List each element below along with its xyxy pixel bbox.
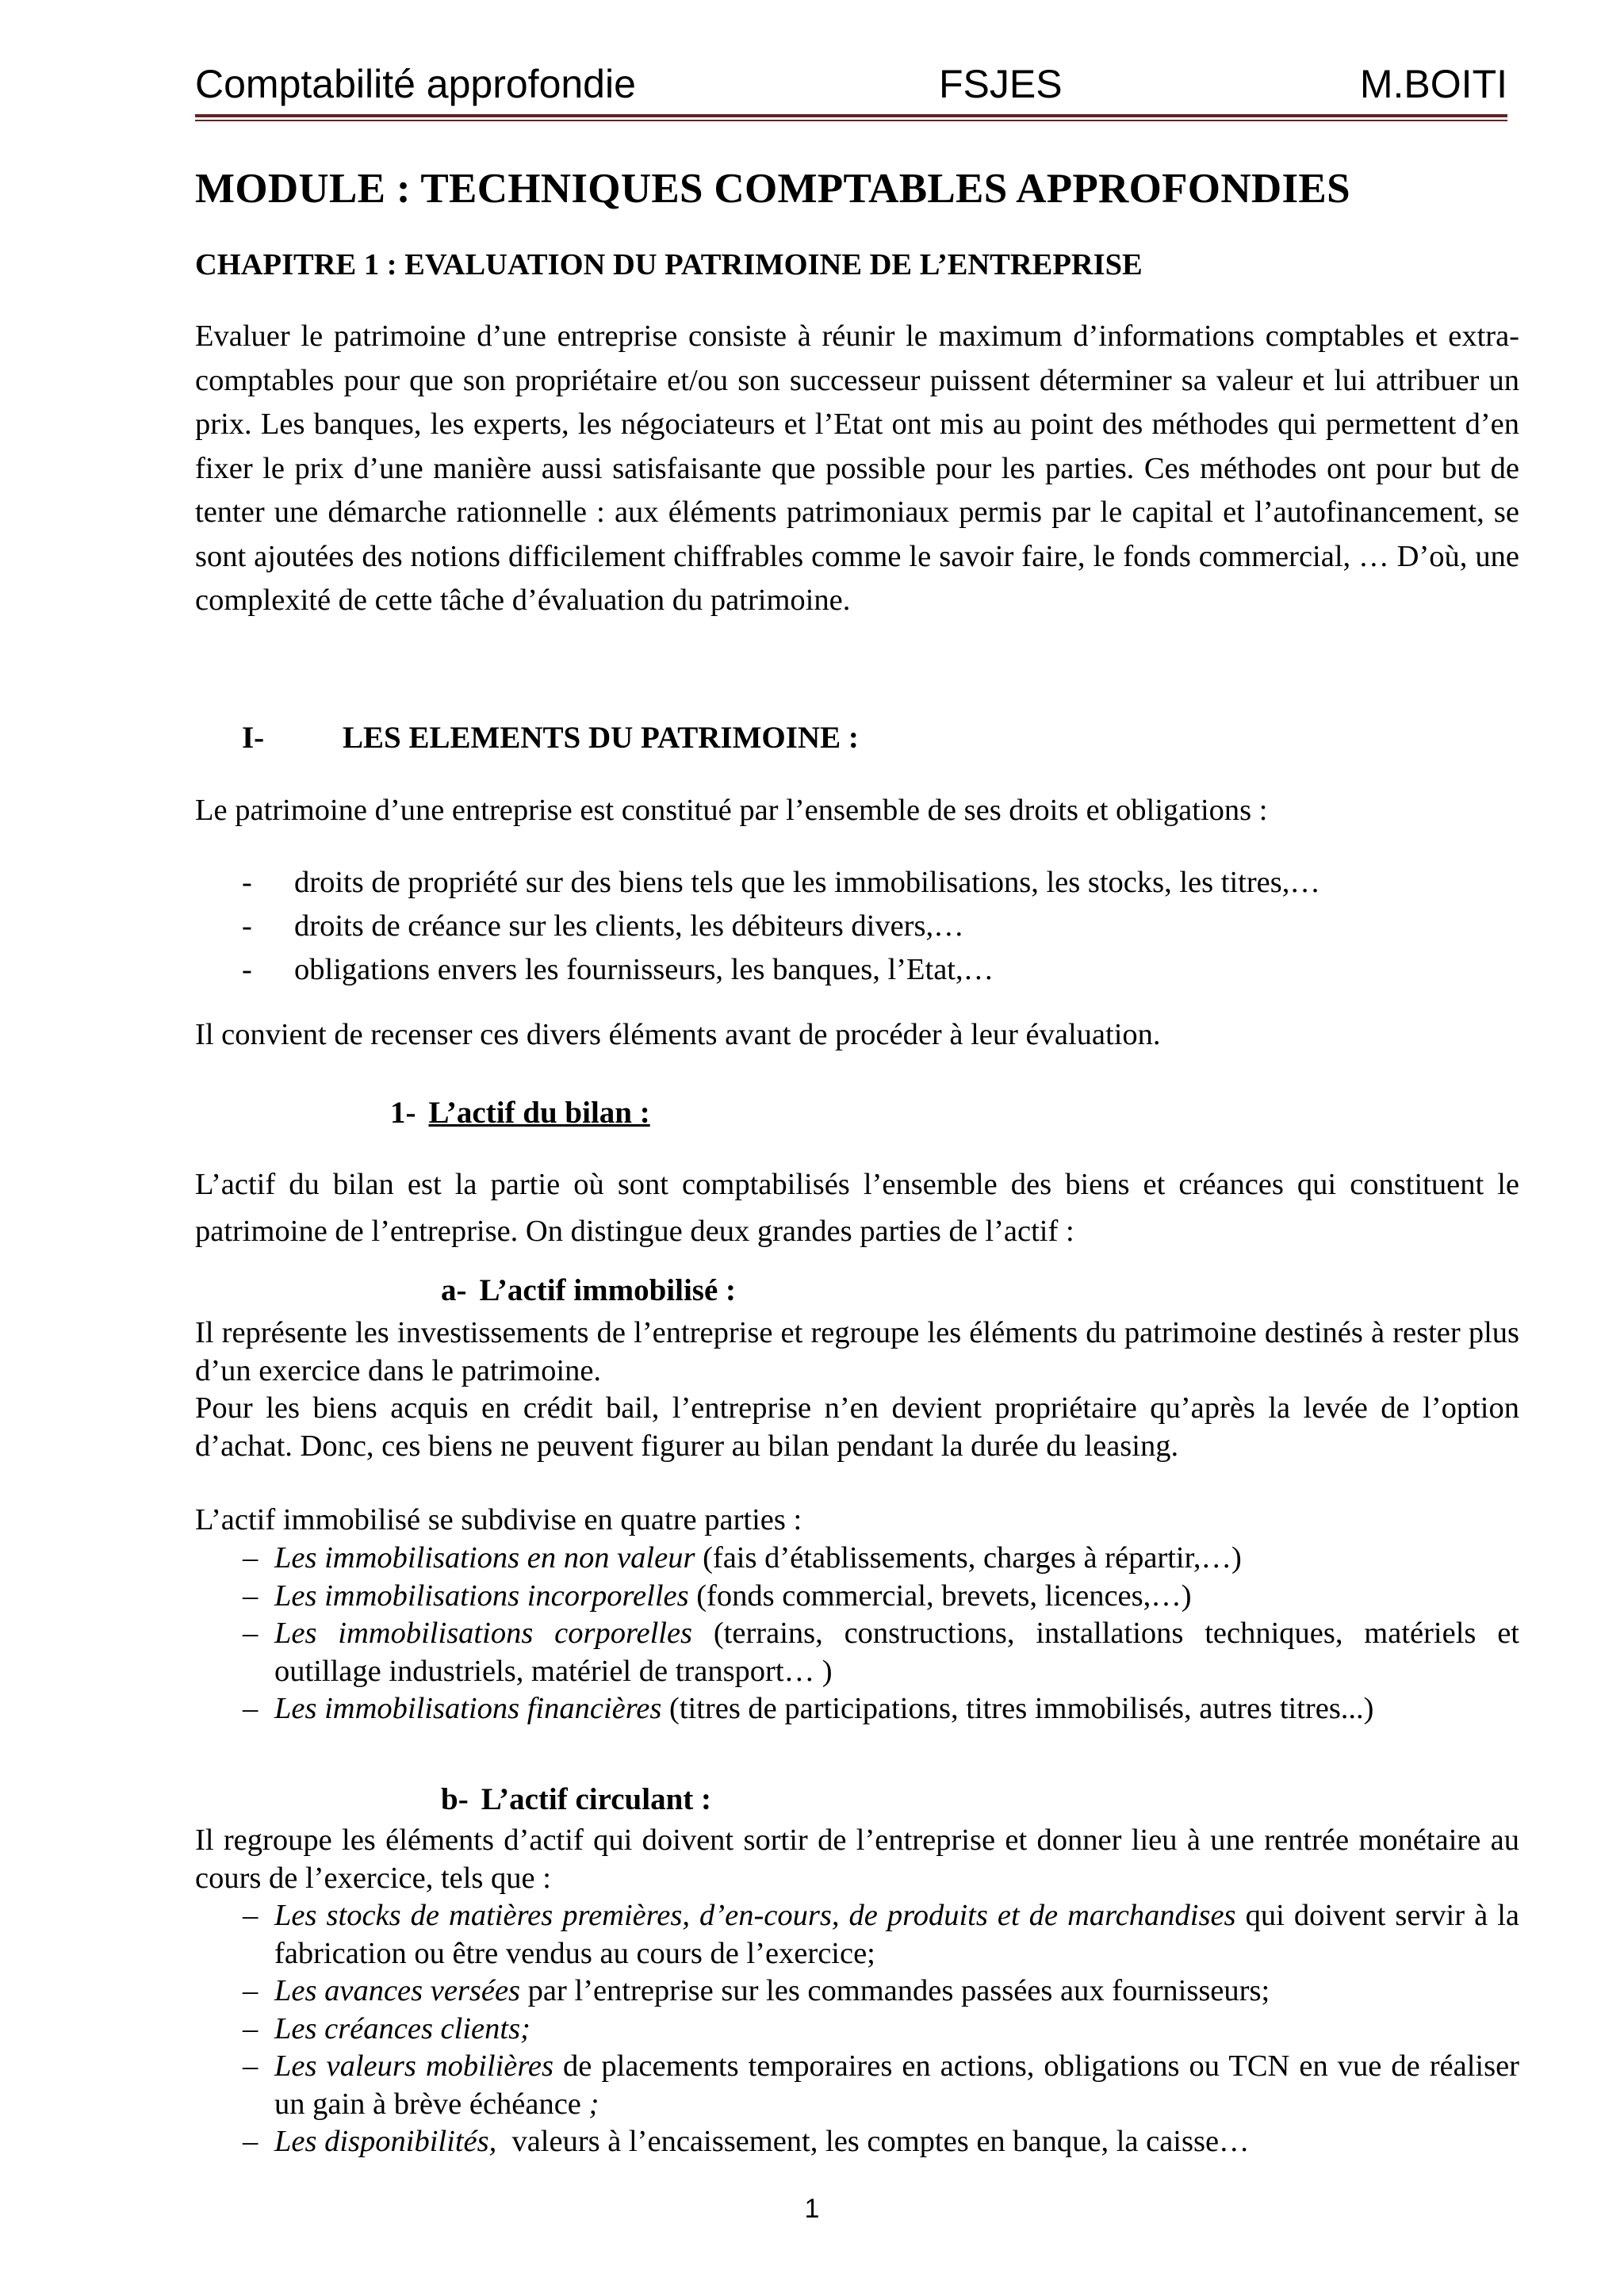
list-item: - droits de créance sur les clients, les débiteurs divers,…	[242, 909, 964, 943]
header-course-title: Comptabilité approfondie	[195, 62, 636, 106]
list-item: - droits de propriété sur des biens tels que les immobilisations, les stocks, les titres,…	[242, 866, 1320, 899]
list-item: – Les immobilisations en non valeur (fais d’établissements, charges à répartir,…)	[243, 1541, 1242, 1575]
actif-circulant-intro: Il regroupe les éléments d’actif qui doivent sortir de l’entreprise et donner lieu à une rentrée monétaire au cours de l’exercice, tels que :	[195, 1823, 1519, 1895]
module-title: MODULE : TECHNIQUES COMPTABLES APPROFONDIES	[195, 166, 1350, 212]
section-intro: Le patrimoine d’une entreprise est constitué par l’ensemble de ses droits et obligations :	[195, 794, 1268, 827]
actif-immobilise-heading: a- L’actif immobilisé :	[441, 1273, 737, 1307]
list-item: – Les valeurs mobilières de placements temporaires en actions, obligations ou TCN en vue de réaliser un gain à brève échéance ;	[243, 2049, 1519, 2121]
actif-circulant-list	[243, 1897, 1519, 2161]
list-item: – Les immobilisations incorporelles (fonds commercial, brevets, licences,…)	[243, 1578, 1192, 1613]
page-number: 1	[804, 2194, 820, 2224]
list-item: – Les créances clients;	[243, 2011, 530, 2045]
header-author: M.BOITI	[1359, 62, 1507, 106]
list-item: – Les immobilisations corporelles (terrains, constructions, installations techniques, matériels et outillage industriels, matériel de transport… )	[243, 1617, 1519, 1688]
header-rule-thick	[195, 114, 1507, 117]
section-conclusion: Il convient de recenser ces divers éléments avant de procéder à leur évaluation.	[195, 1018, 1161, 1051]
subsection-actif-bilan-heading: 1- L’actif du bilan :	[390, 1096, 650, 1130]
chapter-title: CHAPITRE 1 : EVALUATION DU PATRIMOINE DE L’ENTREPRISE	[195, 248, 1143, 281]
header-institution: FSJES	[939, 62, 1063, 106]
actif-bilan-description: L’actif du bilan est la partie où sont comptabilisés l’ensemble des biens et créances qui constituent le patrimoine de l’entreprise. On distingue deux grandes parties de l’actif :	[195, 1168, 1519, 1248]
list-item: – Les immobilisations financières (titres de participations, titres immobilisés, autres titres...)	[243, 1692, 1374, 1725]
immobilisations-list	[243, 1540, 1519, 1728]
intro-paragraph: Evaluer le patrimoine d’une entreprise consiste à réunir le maximum d’informations comptables et extra-comptables pour que son propriétaire et/ou son successeur puissent déterminer sa valeur et lui attribuer un prix. Les banques, les experts, les négociateurs et l’Etat ont mis au point des méthodes qui permettent d’en fixer le prix d’une manière aussi satisfaisante que possible pour les parties. Ces méthodes ont pour but de tenter une démarche rationnelle : aux éléments patrimoniaux permis par le capital et l’autofinancement, se sont ajoutées des notions difficilement chiffrables comme le savoir faire, le fonds commercial, … D’où, une complexité de cette tâche d’évaluation du patrimoine.	[195, 320, 1519, 617]
list-item: – Les avances versées par l’entreprise sur les commandes passées aux fournisseurs;	[243, 1974, 1270, 2007]
list-item: – Les stocks de matières premières, d’en-cours, de produits et de marchandises qui doivent servir à la fabrication ou être vendus au cours de l’exercice;	[243, 1899, 1520, 1970]
actif-circulant-heading: b- L’actif circulant :	[441, 1782, 711, 1816]
actif-immobilise-para2: Pour les biens acquis en crédit bail, l’entreprise n’en devient propriétaire qu’après la levée de l’option d’achat. Donc, ces biens ne peuvent figurer au bilan pendant la durée du leasing.	[195, 1391, 1519, 1463]
section-title: LES ELEMENTS DU PATRIMOINE :	[343, 721, 859, 755]
patrimoine-rights-list	[242, 861, 1320, 992]
actif-immobilise-para1: Il représente les investissements de l’entreprise et regroupe les éléments du patrimoine destinés à rester plus d’un exercice dans le patrimoine.	[195, 1316, 1519, 1387]
section-number: I-	[242, 721, 265, 755]
actif-immobilise-subdivision-intro: L’actif immobilisé se subdivise en quatre parties :	[195, 1503, 802, 1536]
list-item: - obligations envers les fournisseurs, les banques, l’Etat,…	[242, 953, 994, 986]
header-rule-thin	[195, 120, 1507, 121]
list-item: – Les disponibilités, valeurs à l’encaissement, les comptes en banque, la caisse…	[243, 2125, 1250, 2158]
